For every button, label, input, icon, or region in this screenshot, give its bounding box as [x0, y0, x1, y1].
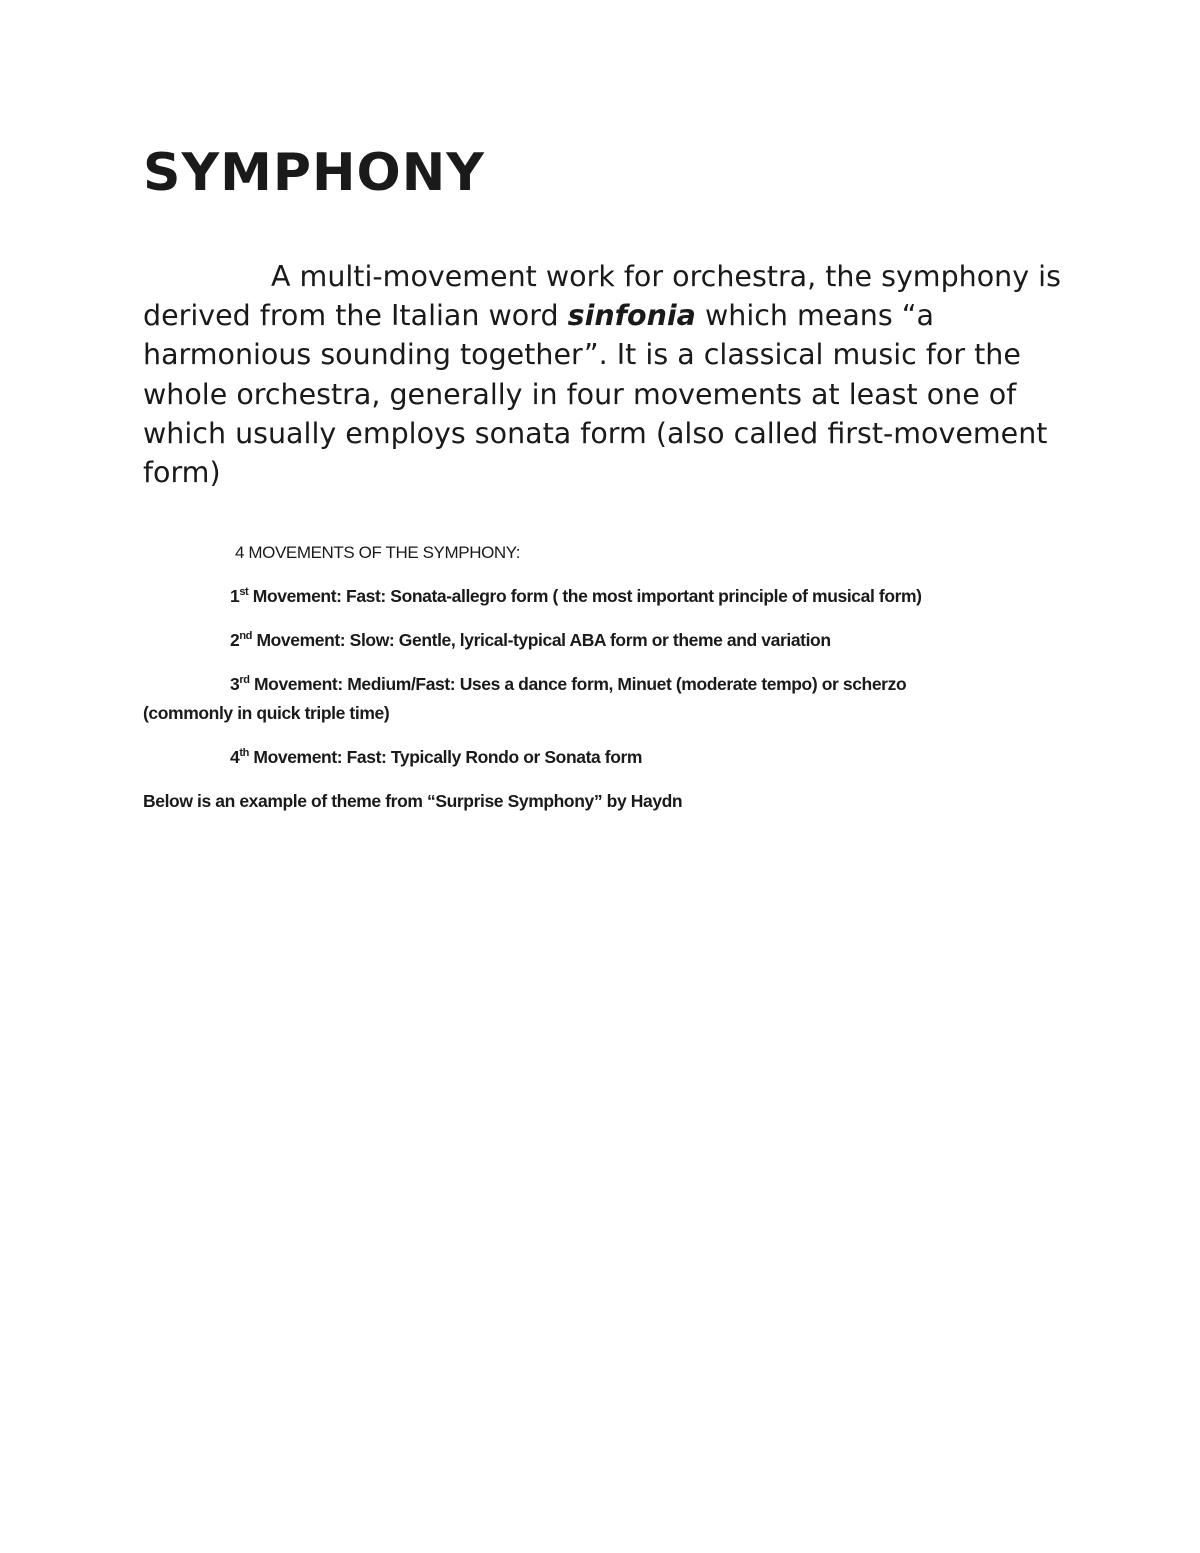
movement-1-ordinal: st	[239, 586, 249, 599]
movement-4-ordinal: th	[239, 747, 249, 760]
page-title: SYMPHONY	[143, 143, 485, 203]
intro-text-after-term: which means “a harmonious sounding together”. It is a classical music for the whole orchestra, generally in four movements at least one of which usually employs sonata form (also called first-movement form)	[143, 299, 1048, 490]
movement-4-number: 4	[230, 747, 240, 767]
movement-2-number: 2	[230, 630, 240, 650]
movement-3-ordinal: rd	[239, 674, 250, 687]
movement-3-continuation: (commonly in quick triple time)	[143, 703, 390, 723]
movement-4-text: Movement: Fast: Typically Rondo or Sonata form	[248, 747, 643, 767]
movement-3-number: 3	[230, 674, 240, 694]
movement-4	[230, 744, 642, 770]
movements-heading-text: MOVEMENTS OF THE SYMPHONY:	[248, 543, 521, 562]
movement-1-text: Movement: Fast: Sonata-allegro form ( the most important principle of musical form)	[248, 586, 922, 606]
intro-term: sinfonia	[567, 299, 696, 333]
movement-2	[230, 627, 831, 653]
movement-1	[230, 583, 922, 609]
intro-paragraph	[143, 257, 1083, 492]
movement-3	[230, 671, 906, 697]
movements-heading-number: 4	[235, 543, 249, 562]
movements-heading	[235, 540, 520, 566]
intro-text-before-term: A multi-movement work for orchestra, the symphony is derived from the Italian word	[143, 260, 1061, 333]
movement-2-ordinal: nd	[239, 630, 252, 643]
movement-3-text: Movement: Medium/Fast: Uses a dance form, Minuet (moderate tempo) or scherzo	[249, 674, 907, 694]
movement-1-number: 1	[230, 586, 240, 606]
movement-2-text: Movement: Slow: Gentle, lyrical-typical ABA form or theme and variation	[251, 630, 831, 650]
example-note: Below is an example of theme from “Surprise Symphony” by Haydn	[143, 791, 683, 811]
